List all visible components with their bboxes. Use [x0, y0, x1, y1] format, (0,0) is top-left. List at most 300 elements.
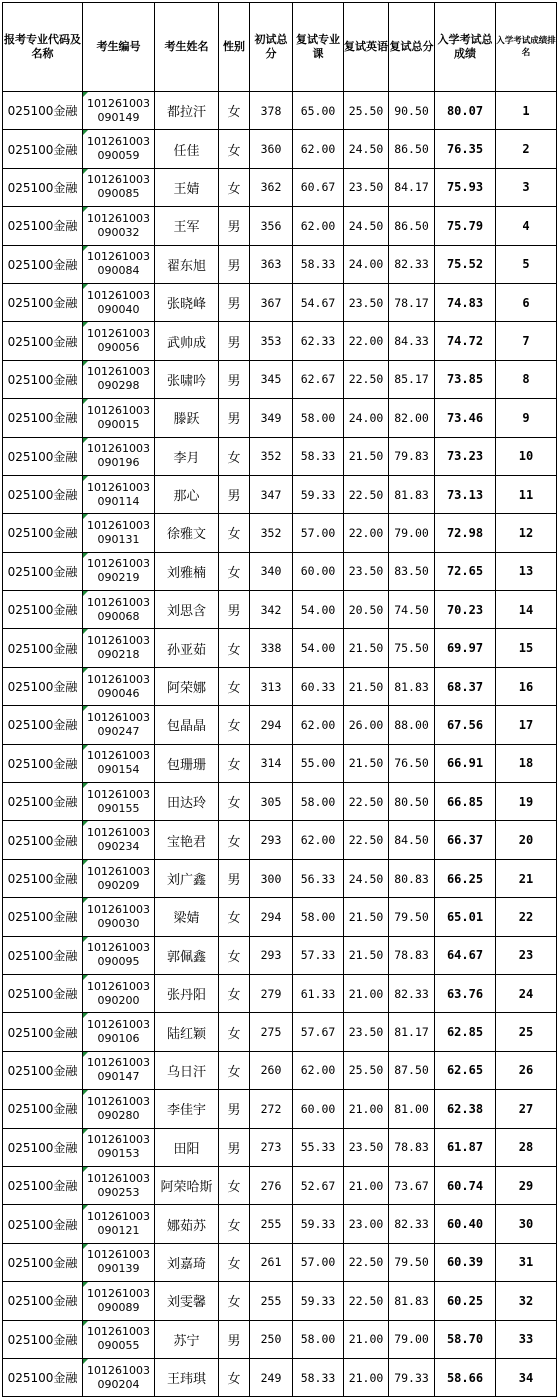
name-cell: 阿荣娜 [155, 667, 219, 705]
name-cell: 都拉汗 [155, 92, 219, 130]
retest-major-cell: 54.67 [293, 283, 344, 321]
rank-cell: 30 [496, 1205, 557, 1243]
gender-cell: 女 [219, 898, 250, 936]
name-cell: 娜茹苏 [155, 1205, 219, 1243]
exam-no-cell [83, 1051, 155, 1089]
exam-no-part1: 101261003 [87, 96, 150, 110]
exam-no-part2: 090068 [97, 609, 140, 623]
exam-no-part1: 101261003 [87, 787, 150, 801]
exam-no-part1: 101261003 [87, 710, 150, 724]
major-cell: 025100金融 [3, 898, 83, 936]
gender-cell: 男 [219, 399, 250, 437]
retest-total-cell: 73.67 [389, 1166, 435, 1204]
rank-cell: 8 [496, 360, 557, 398]
gender-cell: 女 [219, 437, 250, 475]
retest-english-cell: 21.50 [344, 744, 389, 782]
table-row [3, 1205, 557, 1243]
table-row [3, 1282, 557, 1320]
major-cell: 025100金融 [3, 1205, 83, 1243]
exam-no-cell [83, 399, 155, 437]
gender-cell: 男 [219, 360, 250, 398]
gender-cell: 女 [219, 744, 250, 782]
table-row [3, 1090, 557, 1128]
retest-major-cell: 55.33 [293, 1128, 344, 1166]
table-row [3, 399, 557, 437]
exam-no-part1: 101261003 [87, 634, 150, 648]
rank-cell: 18 [496, 744, 557, 782]
prelim-total-cell: 261 [250, 1243, 293, 1281]
name-cell: 那心 [155, 475, 219, 513]
exam-no-part2: 090147 [97, 1070, 140, 1084]
gender-cell: 女 [219, 1358, 250, 1396]
header-gender: 性别 [219, 3, 250, 92]
overall-score-cell: 62.85 [435, 1013, 496, 1051]
table-row [3, 1243, 557, 1281]
exam-no-part1: 101261003 [87, 442, 150, 456]
table-row [3, 898, 557, 936]
retest-english-cell: 21.00 [344, 1320, 389, 1358]
retest-major-cell: 60.00 [293, 1090, 344, 1128]
major-cell: 025100金融 [3, 437, 83, 475]
rank-cell: 2 [496, 130, 557, 168]
major-cell: 025100金融 [3, 1051, 83, 1089]
retest-english-cell: 22.50 [344, 360, 389, 398]
gender-cell: 男 [219, 245, 250, 283]
gender-cell: 男 [219, 859, 250, 897]
major-cell: 025100金融 [3, 552, 83, 590]
exam-no-part2: 090218 [97, 648, 140, 662]
table-row [3, 168, 557, 206]
rank-cell: 26 [496, 1051, 557, 1089]
exam-no-cell [83, 821, 155, 859]
table-row [3, 245, 557, 283]
retest-major-cell: 52.67 [293, 1166, 344, 1204]
exam-no-cell [83, 283, 155, 321]
retest-total-cell: 78.83 [389, 936, 435, 974]
prelim-total-cell: 305 [250, 783, 293, 821]
exam-no-part1: 101261003 [87, 1363, 150, 1377]
prelim-total-cell: 342 [250, 591, 293, 629]
retest-english-cell: 21.50 [344, 936, 389, 974]
name-cell: 王玮琪 [155, 1358, 219, 1396]
retest-major-cell: 58.33 [293, 1358, 344, 1396]
overall-score-cell: 73.23 [435, 437, 496, 475]
exam-no-cell [83, 322, 155, 360]
exam-no-part1: 101261003 [87, 1133, 150, 1147]
retest-total-cell: 74.50 [389, 591, 435, 629]
prelim-total-cell: 367 [250, 283, 293, 321]
exam-no-part2: 090298 [97, 379, 140, 393]
exam-no-part1: 101261003 [87, 480, 150, 494]
exam-no-cell [83, 207, 155, 245]
gender-cell: 女 [219, 974, 250, 1012]
rank-cell: 11 [496, 475, 557, 513]
table-row [3, 744, 557, 782]
gender-cell: 女 [219, 667, 250, 705]
exam-no-part1: 101261003 [87, 211, 150, 225]
retest-english-cell: 21.50 [344, 898, 389, 936]
rank-cell: 15 [496, 629, 557, 667]
rank-cell: 29 [496, 1166, 557, 1204]
major-cell: 025100金融 [3, 360, 83, 398]
retest-english-cell: 25.50 [344, 1051, 389, 1089]
prelim-total-cell: 363 [250, 245, 293, 283]
overall-score-cell: 62.38 [435, 1090, 496, 1128]
exam-no-cell [83, 475, 155, 513]
retest-major-cell: 57.00 [293, 514, 344, 552]
name-cell: 王军 [155, 207, 219, 245]
prelim-total-cell: 255 [250, 1205, 293, 1243]
overall-score-cell: 73.13 [435, 475, 496, 513]
overall-score-cell: 67.56 [435, 706, 496, 744]
prelim-total-cell: 356 [250, 207, 293, 245]
exam-no-part2: 090204 [97, 1377, 140, 1391]
exam-no-part1: 101261003 [87, 1018, 150, 1032]
retest-total-cell: 81.17 [389, 1013, 435, 1051]
overall-score-cell: 75.93 [435, 168, 496, 206]
exam-no-cell [83, 591, 155, 629]
overall-score-cell: 66.91 [435, 744, 496, 782]
retest-english-cell: 23.50 [344, 168, 389, 206]
rank-cell: 34 [496, 1358, 557, 1396]
overall-score-cell: 68.37 [435, 667, 496, 705]
exam-no-cell [83, 514, 155, 552]
overall-score-cell: 61.87 [435, 1128, 496, 1166]
exam-no-part1: 101261003 [87, 557, 150, 571]
retest-major-cell: 62.00 [293, 130, 344, 168]
retest-major-cell: 62.00 [293, 821, 344, 859]
retest-major-cell: 62.33 [293, 322, 344, 360]
rank-cell: 4 [496, 207, 557, 245]
rank-cell: 14 [496, 591, 557, 629]
gender-cell: 男 [219, 1090, 250, 1128]
prelim-total-cell: 345 [250, 360, 293, 398]
exam-no-part2: 090131 [97, 532, 140, 546]
name-cell: 乌日汗 [155, 1051, 219, 1089]
rank-cell: 9 [496, 399, 557, 437]
exam-no-cell [83, 936, 155, 974]
major-cell: 025100金融 [3, 667, 83, 705]
exam-no-part1: 101261003 [87, 1171, 150, 1185]
exam-no-cell [83, 1090, 155, 1128]
major-cell: 025100金融 [3, 322, 83, 360]
exam-no-part2: 090106 [97, 1032, 140, 1046]
rank-cell: 21 [496, 859, 557, 897]
prelim-total-cell: 249 [250, 1358, 293, 1396]
header-retest-english: 复试英语 [344, 3, 389, 92]
exam-no-part2: 090139 [97, 1262, 140, 1276]
name-cell: 田阳 [155, 1128, 219, 1166]
header-major: 报考专业代码及名称 [3, 3, 83, 92]
major-cell: 025100金融 [3, 1243, 83, 1281]
name-cell: 翟东旭 [155, 245, 219, 283]
retest-total-cell: 87.50 [389, 1051, 435, 1089]
table-row [3, 1320, 557, 1358]
rank-cell: 33 [496, 1320, 557, 1358]
name-cell: 包晶晶 [155, 706, 219, 744]
retest-major-cell: 60.67 [293, 168, 344, 206]
table-row [3, 475, 557, 513]
gender-cell: 女 [219, 629, 250, 667]
name-cell: 武帅成 [155, 322, 219, 360]
retest-major-cell: 58.00 [293, 1320, 344, 1358]
rank-cell: 28 [496, 1128, 557, 1166]
gender-cell: 男 [219, 1320, 250, 1358]
retest-total-cell: 79.50 [389, 898, 435, 936]
exam-no-cell [83, 974, 155, 1012]
overall-score-cell: 70.23 [435, 591, 496, 629]
table-row [3, 283, 557, 321]
name-cell: 王婧 [155, 168, 219, 206]
exam-no-cell [83, 437, 155, 475]
overall-score-cell: 66.25 [435, 859, 496, 897]
gender-cell: 男 [219, 322, 250, 360]
retest-major-cell: 58.00 [293, 399, 344, 437]
retest-total-cell: 84.50 [389, 821, 435, 859]
name-cell: 李月 [155, 437, 219, 475]
prelim-total-cell: 275 [250, 1013, 293, 1051]
exam-no-cell [83, 1320, 155, 1358]
prelim-total-cell: 314 [250, 744, 293, 782]
overall-score-cell: 60.74 [435, 1166, 496, 1204]
rank-cell: 25 [496, 1013, 557, 1051]
exam-no-part1: 101261003 [87, 826, 150, 840]
exam-no-part1: 101261003 [87, 595, 150, 609]
exam-no-part1: 101261003 [87, 1325, 150, 1339]
retest-total-cell: 79.50 [389, 1243, 435, 1281]
exam-no-part1: 101261003 [87, 135, 150, 149]
overall-score-cell: 58.70 [435, 1320, 496, 1358]
exam-no-part2: 090056 [97, 341, 140, 355]
exam-no-part2: 090219 [97, 571, 140, 585]
retest-total-cell: 76.50 [389, 744, 435, 782]
gender-cell: 女 [219, 130, 250, 168]
overall-score-cell: 58.66 [435, 1358, 496, 1396]
major-cell: 025100金融 [3, 399, 83, 437]
gender-cell: 女 [219, 821, 250, 859]
retest-english-cell: 23.50 [344, 1013, 389, 1051]
exam-no-part2: 090234 [97, 840, 140, 854]
retest-major-cell: 62.00 [293, 1051, 344, 1089]
major-cell: 025100金融 [3, 1282, 83, 1320]
header-exam-no: 考生编号 [83, 3, 155, 92]
rank-cell: 19 [496, 783, 557, 821]
major-cell: 025100金融 [3, 130, 83, 168]
exam-no-part2: 090247 [97, 724, 140, 738]
table-row [3, 629, 557, 667]
retest-total-cell: 81.83 [389, 1282, 435, 1320]
exam-no-cell [83, 629, 155, 667]
rank-cell: 32 [496, 1282, 557, 1320]
retest-major-cell: 60.33 [293, 667, 344, 705]
prelim-total-cell: 353 [250, 322, 293, 360]
retest-total-cell: 84.17 [389, 168, 435, 206]
retest-total-cell: 80.50 [389, 783, 435, 821]
prelim-total-cell: 313 [250, 667, 293, 705]
table-row [3, 783, 557, 821]
retest-total-cell: 82.00 [389, 399, 435, 437]
prelim-total-cell: 279 [250, 974, 293, 1012]
retest-total-cell: 79.83 [389, 437, 435, 475]
exam-no-cell [83, 168, 155, 206]
exam-no-cell [83, 1128, 155, 1166]
table-row [3, 360, 557, 398]
exam-no-cell [83, 744, 155, 782]
exam-no-part2: 090040 [97, 302, 140, 316]
major-cell: 025100金融 [3, 1013, 83, 1051]
retest-total-cell: 86.50 [389, 130, 435, 168]
table-row [3, 936, 557, 974]
table-body [3, 92, 557, 1397]
exam-no-cell [83, 92, 155, 130]
prelim-total-cell: 294 [250, 706, 293, 744]
exam-no-part1: 101261003 [87, 1210, 150, 1224]
overall-score-cell: 64.67 [435, 936, 496, 974]
retest-major-cell: 58.33 [293, 437, 344, 475]
retest-english-cell: 23.50 [344, 283, 389, 321]
retest-english-cell: 24.50 [344, 859, 389, 897]
exam-no-cell [83, 1282, 155, 1320]
table-row [3, 667, 557, 705]
table-row [3, 591, 557, 629]
overall-score-cell: 74.83 [435, 283, 496, 321]
retest-english-cell: 22.50 [344, 783, 389, 821]
retest-english-cell: 25.50 [344, 92, 389, 130]
overall-score-cell: 73.46 [435, 399, 496, 437]
overall-score-cell: 72.98 [435, 514, 496, 552]
exam-no-part2: 090089 [97, 1300, 140, 1314]
name-cell: 包珊珊 [155, 744, 219, 782]
gender-cell: 女 [219, 1243, 250, 1281]
retest-major-cell: 61.33 [293, 974, 344, 1012]
retest-total-cell: 88.00 [389, 706, 435, 744]
name-cell: 陆红颖 [155, 1013, 219, 1051]
prelim-total-cell: 250 [250, 1320, 293, 1358]
header-retest-total: 复试总分 [389, 3, 435, 92]
rank-cell: 6 [496, 283, 557, 321]
exam-no-cell [83, 552, 155, 590]
major-cell: 025100金融 [3, 1090, 83, 1128]
prelim-total-cell: 294 [250, 898, 293, 936]
table-row [3, 437, 557, 475]
retest-english-cell: 21.00 [344, 1090, 389, 1128]
gender-cell: 男 [219, 283, 250, 321]
table-row [3, 207, 557, 245]
overall-score-cell: 80.07 [435, 92, 496, 130]
prelim-total-cell: 272 [250, 1090, 293, 1128]
exam-no-cell [83, 667, 155, 705]
retest-english-cell: 21.00 [344, 974, 389, 1012]
exam-no-part2: 090095 [97, 955, 140, 969]
exam-no-part1: 101261003 [87, 672, 150, 686]
table-row [3, 92, 557, 130]
overall-score-cell: 63.76 [435, 974, 496, 1012]
table-row [3, 130, 557, 168]
retest-total-cell: 83.50 [389, 552, 435, 590]
retest-english-cell: 21.00 [344, 1358, 389, 1396]
retest-english-cell: 21.50 [344, 437, 389, 475]
exam-no-part1: 101261003 [87, 250, 150, 264]
retest-english-cell: 21.00 [344, 1166, 389, 1204]
retest-total-cell: 78.17 [389, 283, 435, 321]
header-retest-major: 复试专业课 [293, 3, 344, 92]
overall-score-cell: 62.65 [435, 1051, 496, 1089]
retest-english-cell: 21.50 [344, 667, 389, 705]
rank-cell: 10 [496, 437, 557, 475]
gender-cell: 女 [219, 936, 250, 974]
retest-major-cell: 57.67 [293, 1013, 344, 1051]
name-cell: 孙亚茹 [155, 629, 219, 667]
overall-score-cell: 60.39 [435, 1243, 496, 1281]
rank-cell: 31 [496, 1243, 557, 1281]
retest-total-cell: 78.83 [389, 1128, 435, 1166]
retest-major-cell: 55.00 [293, 744, 344, 782]
exam-no-part2: 090046 [97, 686, 140, 700]
exam-no-part2: 090015 [97, 417, 140, 431]
overall-score-cell: 76.35 [435, 130, 496, 168]
retest-total-cell: 82.33 [389, 974, 435, 1012]
prelim-total-cell: 362 [250, 168, 293, 206]
exam-no-part2: 090253 [97, 1185, 140, 1199]
exam-no-cell [83, 1243, 155, 1281]
gender-cell: 女 [219, 514, 250, 552]
exam-no-part2: 090154 [97, 763, 140, 777]
major-cell: 025100金融 [3, 859, 83, 897]
rank-cell: 1 [496, 92, 557, 130]
retest-english-cell: 22.50 [344, 821, 389, 859]
header-row [3, 3, 557, 92]
prelim-total-cell: 352 [250, 514, 293, 552]
gender-cell: 男 [219, 475, 250, 513]
retest-major-cell: 58.00 [293, 783, 344, 821]
overall-score-cell: 75.79 [435, 207, 496, 245]
table-row [3, 859, 557, 897]
name-cell: 阿荣哈斯 [155, 1166, 219, 1204]
name-cell: 张丹阳 [155, 974, 219, 1012]
exam-no-cell [83, 706, 155, 744]
retest-major-cell: 56.33 [293, 859, 344, 897]
retest-major-cell: 59.33 [293, 475, 344, 513]
table-row [3, 821, 557, 859]
major-cell: 025100金融 [3, 821, 83, 859]
retest-major-cell: 58.00 [293, 898, 344, 936]
name-cell: 田达玲 [155, 783, 219, 821]
table-row [3, 706, 557, 744]
major-cell: 025100金融 [3, 591, 83, 629]
retest-english-cell: 21.50 [344, 629, 389, 667]
exam-no-part2: 090059 [97, 149, 140, 163]
table-row [3, 552, 557, 590]
exam-no-part2: 090032 [97, 225, 140, 239]
prelim-total-cell: 378 [250, 92, 293, 130]
retest-total-cell: 81.83 [389, 475, 435, 513]
retest-english-cell: 23.50 [344, 552, 389, 590]
overall-score-cell: 60.40 [435, 1205, 496, 1243]
retest-english-cell: 23.50 [344, 1128, 389, 1166]
retest-english-cell: 24.50 [344, 207, 389, 245]
header-name: 考生姓名 [155, 3, 219, 92]
exam-no-part1: 101261003 [87, 1286, 150, 1300]
gender-cell: 女 [219, 1205, 250, 1243]
exam-no-part1: 101261003 [87, 403, 150, 417]
overall-score-cell: 66.37 [435, 821, 496, 859]
major-cell: 025100金融 [3, 629, 83, 667]
retest-english-cell: 22.00 [344, 514, 389, 552]
prelim-total-cell: 255 [250, 1282, 293, 1320]
rank-cell: 20 [496, 821, 557, 859]
table-row [3, 1013, 557, 1051]
rank-cell: 17 [496, 706, 557, 744]
